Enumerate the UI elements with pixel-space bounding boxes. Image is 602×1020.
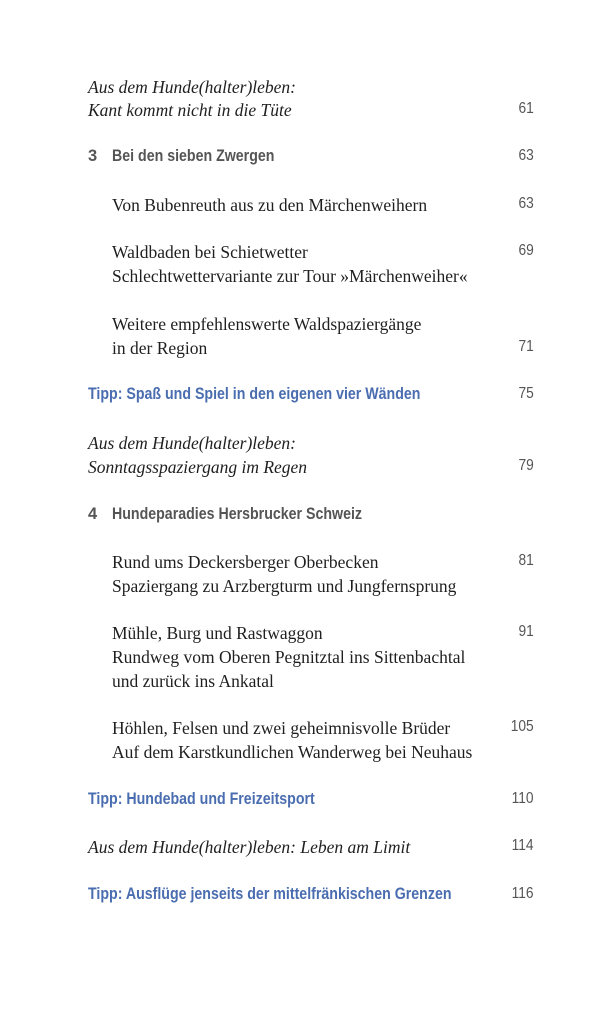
page-number: 71 bbox=[518, 338, 534, 355]
entry-line: Von Bubenreuth aus zu den Märchenweihern bbox=[112, 195, 428, 215]
page-number: 105 bbox=[511, 718, 534, 735]
tip-title: Tipp: Ausflüge jenseits der mittelfränkischen Grenzen bbox=[88, 885, 452, 903]
entry-line: Waldbaden bei Schietwetter bbox=[112, 242, 308, 262]
entry-line: Sonntagsspaziergang im Regen bbox=[88, 457, 308, 477]
entry-line: Mühle, Burg und Rastwaggon bbox=[112, 623, 323, 643]
page-number: 79 bbox=[518, 457, 534, 474]
entry-line: in der Region bbox=[112, 338, 208, 358]
page-number: 75 bbox=[518, 385, 534, 402]
page-number: 110 bbox=[512, 790, 534, 807]
page-number: 81 bbox=[518, 552, 534, 569]
tip-title: Tipp: Hundebad und Freizeitsport bbox=[88, 790, 315, 808]
entry-line: Aus dem Hunde(halter)leben: bbox=[88, 77, 296, 97]
page-number: 116 bbox=[512, 885, 534, 902]
tip-title: Tipp: Spaß und Spiel in den eigenen vier Wänden bbox=[88, 385, 421, 403]
entry-line: Aus dem Hunde(halter)leben: Leben am Limit bbox=[88, 837, 411, 857]
entry-line: Auf dem Karstkundlichen Wanderweg bei Neuhaus bbox=[112, 742, 473, 762]
entry-line: Rund ums Deckersberger Oberbecken bbox=[112, 552, 379, 572]
page-number: 114 bbox=[512, 837, 534, 854]
entry-line: Weitere empfehlenswerte Waldspaziergänge bbox=[112, 314, 422, 334]
entry-line: und zurück ins Ankatal bbox=[112, 671, 274, 691]
chapter-title: Bei den sieben Zwergen bbox=[112, 147, 275, 165]
entry-line: Aus dem Hunde(halter)leben: bbox=[88, 433, 296, 453]
chapter-title: Hundeparadies Hersbrucker Schweiz bbox=[112, 505, 363, 523]
entry-line: Höhlen, Felsen und zwei geheimnisvolle Brüder bbox=[112, 718, 451, 738]
page-number: 61 bbox=[518, 100, 534, 117]
entry-line: Schlechtwettervariante zur Tour »Märchenweiher« bbox=[112, 266, 468, 286]
page-number: 63 bbox=[518, 195, 534, 212]
page-number: 91 bbox=[518, 623, 534, 640]
entry-line: Kant kommt nicht in die Tüte bbox=[88, 100, 292, 120]
page-number: 69 bbox=[518, 242, 534, 259]
page-number: 63 bbox=[518, 147, 534, 164]
entry-line: Rundweg vom Oberen Pegnitztal ins Sittenbachtal bbox=[112, 647, 466, 667]
chapter-number: 4 bbox=[88, 505, 98, 523]
entry-line: Spaziergang zu Arzbergturm und Jungfernsprung bbox=[112, 576, 457, 596]
chapter-number: 3 bbox=[88, 147, 98, 165]
